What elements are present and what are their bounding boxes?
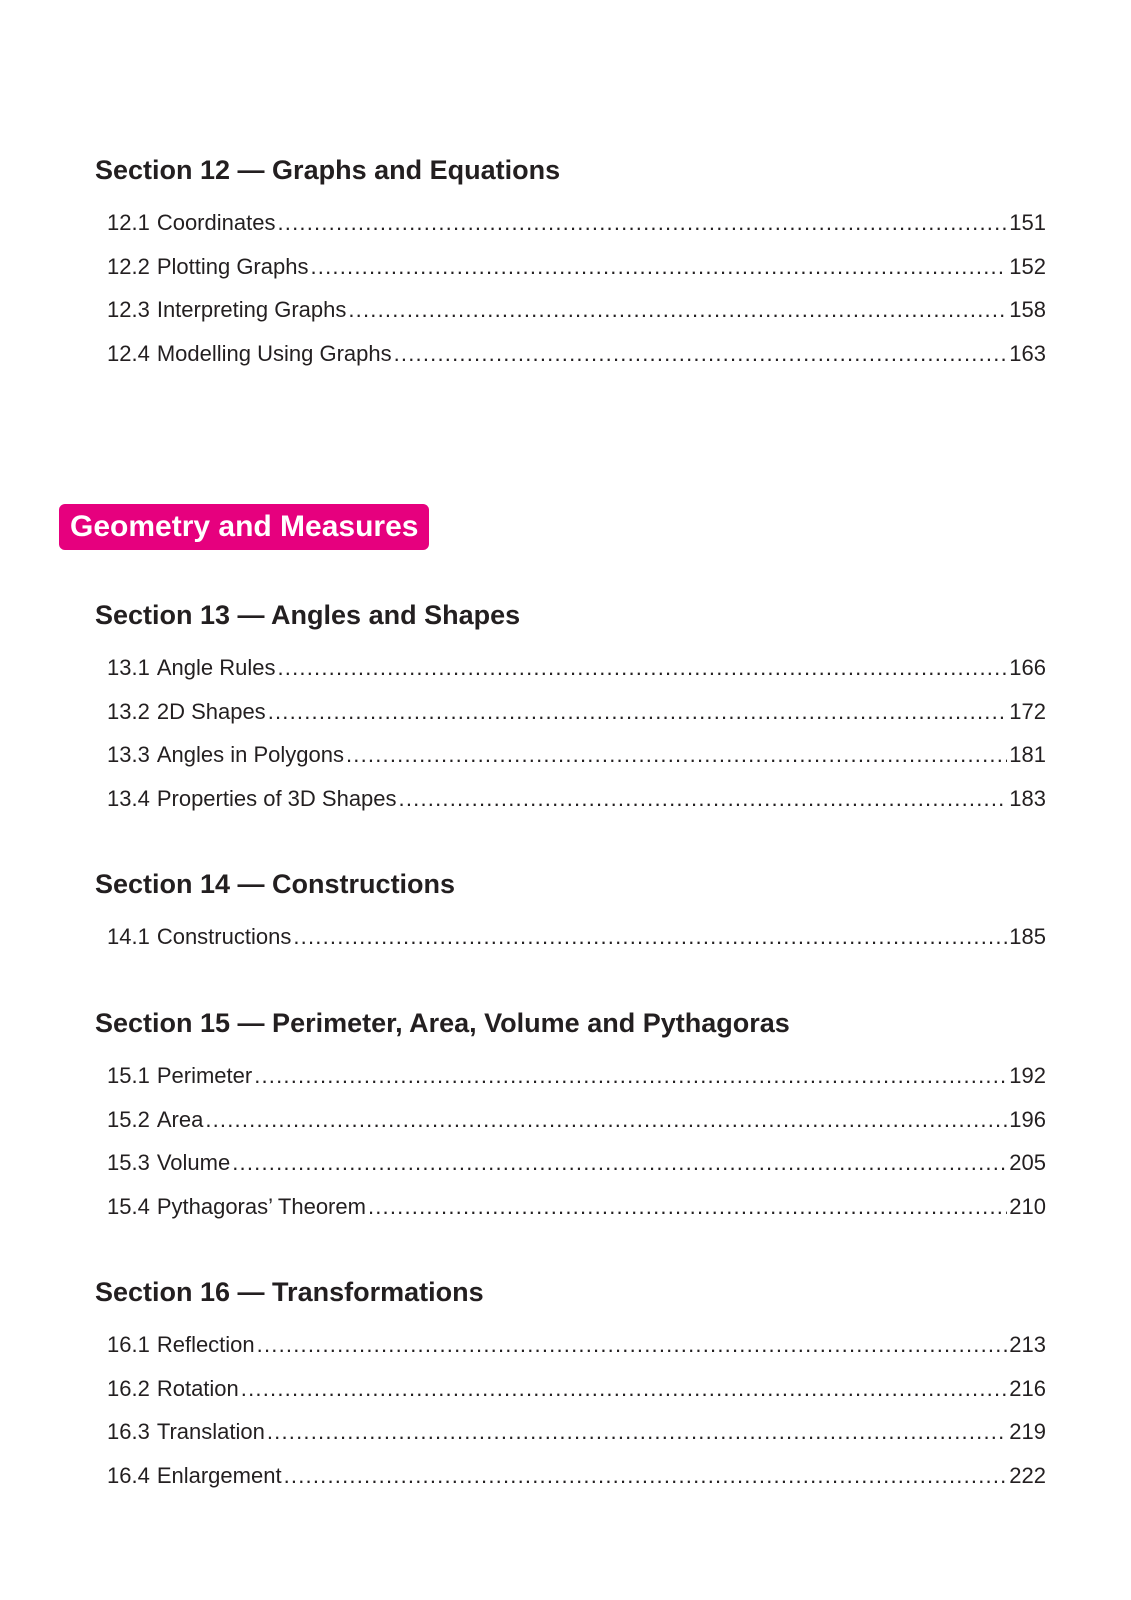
dot-leader [254, 1061, 1007, 1091]
entry-page-number: 196 [1009, 1106, 1046, 1132]
entry-page-number: 205 [1009, 1150, 1046, 1175]
section-16-heading: Section 16 — Transformations [95, 1277, 484, 1307]
section-16-entries [107, 1330, 1046, 1504]
toc-entry-14-1[interactable] [107, 922, 1046, 966]
entry-title: Plotting Graphs [156, 253, 309, 279]
entry-number: 15.3 [107, 1150, 150, 1175]
toc-entry-13-1[interactable] [107, 653, 1046, 697]
entry-number: 12.1 [107, 210, 150, 235]
entry-number: 12.2 [107, 253, 150, 279]
entry-title: Angles in Polygons [156, 742, 344, 767]
section-14-heading: Section 14 — Constructions [95, 869, 456, 899]
dot-leader [277, 653, 1007, 683]
entry-title: Rotation [156, 1375, 239, 1401]
entry-page-number: 166 [1009, 655, 1046, 680]
entry-page-number: 172 [1009, 698, 1046, 724]
entry-page-number: 192 [1009, 1063, 1046, 1088]
entry-page-number: 210 [1009, 1193, 1046, 1219]
dot-leader [267, 1417, 1007, 1447]
entry-number: 13.2 [107, 698, 150, 724]
section-14-entries [107, 922, 1046, 966]
entry-title: Coordinates [156, 210, 276, 235]
entry-title: Area [156, 1106, 204, 1132]
dot-leader [205, 1105, 1007, 1135]
entry-title: Pythagoras’ Theorem [156, 1193, 366, 1219]
entry-number: 12.3 [107, 297, 150, 322]
entry-title: Perimeter [156, 1063, 253, 1088]
entry-number: 12.4 [107, 340, 150, 366]
entry-title: Interpreting Graphs [156, 297, 347, 322]
section-15-entries [107, 1061, 1046, 1235]
dot-leader [399, 784, 1008, 814]
dot-leader [310, 252, 1007, 282]
entry-page-number: 163 [1009, 340, 1046, 366]
toc-entry-12-3[interactable] [107, 295, 1046, 339]
entry-number: 15.1 [107, 1063, 150, 1088]
entry-page-number: 222 [1009, 1462, 1046, 1488]
entry-number: 15.2 [107, 1106, 150, 1132]
dot-leader [268, 697, 1008, 727]
toc-entry-15-3[interactable] [107, 1148, 1046, 1192]
dot-leader [277, 208, 1007, 238]
toc-entry-16-4[interactable] [107, 1461, 1046, 1505]
entry-title: Reflection [156, 1332, 255, 1357]
toc-entry-13-3[interactable] [107, 740, 1046, 784]
entry-title: Enlargement [156, 1462, 282, 1488]
entry-page-number: 219 [1009, 1419, 1046, 1444]
entry-page-number: 216 [1009, 1375, 1046, 1401]
entry-title: Modelling Using Graphs [156, 340, 392, 366]
entry-number: 16.2 [107, 1375, 150, 1401]
entry-number: 16.1 [107, 1332, 150, 1357]
dot-leader [257, 1330, 1008, 1360]
section-12-heading: Section 12 — Graphs and Equations [95, 155, 561, 185]
entry-page-number: 213 [1009, 1332, 1046, 1357]
toc-entry-16-2[interactable] [107, 1374, 1046, 1418]
dot-leader [394, 339, 1008, 369]
dot-leader [348, 295, 1007, 325]
entry-number: 15.4 [107, 1193, 150, 1219]
dot-leader [346, 740, 1007, 770]
dot-leader [284, 1461, 1008, 1491]
entry-number: 13.3 [107, 742, 150, 767]
entry-number: 13.1 [107, 655, 150, 680]
section-12-entries [107, 208, 1046, 382]
toc-entry-16-1[interactable] [107, 1330, 1046, 1374]
entry-page-number: 152 [1009, 253, 1046, 279]
toc-entry-12-2[interactable] [107, 252, 1046, 296]
section-15-heading: Section 15 — Perimeter, Area, Volume and Pythagoras [95, 1008, 790, 1038]
entry-title: Properties of 3D Shapes [156, 785, 397, 811]
entry-page-number: 185 [1009, 924, 1046, 949]
entry-title: Angle Rules [156, 655, 276, 680]
entry-page-number: 181 [1009, 742, 1046, 767]
category-label: Geometry and Measures [70, 510, 419, 543]
entry-number: 14.1 [107, 924, 150, 949]
toc-entry-12-1[interactable] [107, 208, 1046, 252]
toc-entry-15-4[interactable] [107, 1192, 1046, 1236]
toc-entry-16-3[interactable] [107, 1417, 1046, 1461]
toc-entry-12-4[interactable] [107, 339, 1046, 383]
entry-number: 16.4 [107, 1462, 150, 1488]
section-13-heading: Section 13 — Angles and Shapes [95, 600, 521, 630]
entry-page-number: 151 [1009, 210, 1046, 235]
toc-entry-13-2[interactable] [107, 697, 1046, 741]
dot-leader [232, 1148, 1007, 1178]
entry-title: Translation [156, 1419, 265, 1444]
entry-title: Constructions [156, 924, 292, 949]
toc-entry-15-2[interactable] [107, 1105, 1046, 1149]
toc-entry-15-1[interactable] [107, 1061, 1046, 1105]
dot-leader [293, 922, 1007, 952]
entry-number: 13.4 [107, 785, 150, 811]
dot-leader [368, 1192, 1007, 1222]
category-banner [59, 504, 429, 550]
entry-page-number: 183 [1009, 785, 1046, 811]
entry-page-number: 158 [1009, 297, 1046, 322]
entry-title: 2D Shapes [156, 698, 266, 724]
toc-entry-13-4[interactable] [107, 784, 1046, 828]
section-13-entries [107, 653, 1046, 827]
dot-leader [241, 1374, 1008, 1404]
entry-title: Volume [156, 1150, 231, 1175]
entry-number: 16.3 [107, 1419, 150, 1444]
